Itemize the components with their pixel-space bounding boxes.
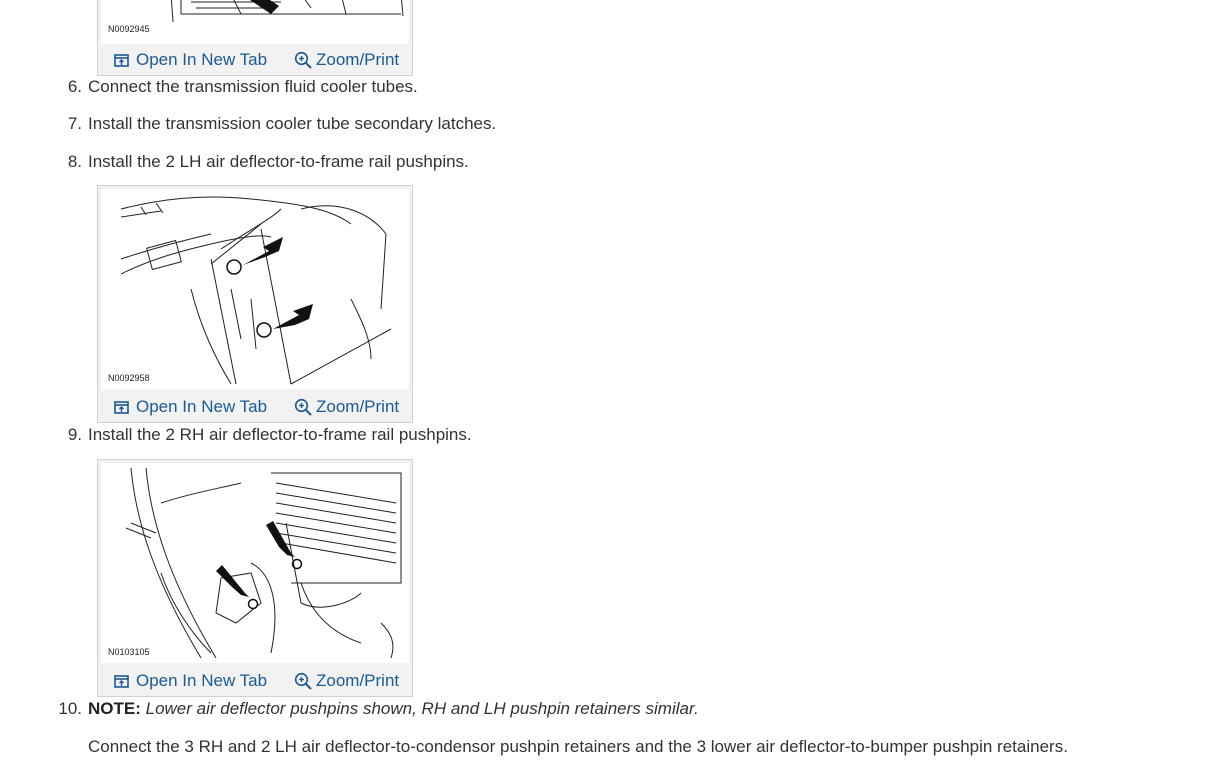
callout-arrow-icon <box>273 304 313 329</box>
step-text: Connect the transmission fluid cooler tubes. <box>88 77 418 96</box>
figure-links <box>98 666 412 696</box>
step-number: 7. <box>67 114 82 133</box>
open-in-new-tab-link[interactable] <box>114 50 267 70</box>
figure-id: N0092958 <box>108 373 150 383</box>
figure-illustration <box>101 463 409 663</box>
figure-id: N0092945 <box>108 24 150 34</box>
step-number: 8. <box>67 152 82 171</box>
open-in-new-tab-label: Open In New Tab <box>136 397 268 416</box>
step-text: Install the 2 RH air deflector-to-frame rail pushpins. <box>88 425 472 444</box>
step-number: 10. <box>58 699 82 718</box>
pushpin-marker <box>249 600 258 609</box>
open-in-new-tab-icon <box>114 53 130 68</box>
step-text: Install the transmission cooler tube secondary latches. <box>88 114 497 133</box>
figure-links <box>98 45 412 75</box>
open-in-new-tab-link[interactable] <box>114 397 267 417</box>
note-label: NOTE: <box>88 699 141 718</box>
figure-n0103105 <box>97 459 413 697</box>
illustration-drawing <box>101 463 409 663</box>
magnifier-plus-icon <box>294 398 313 417</box>
pushpin-marker <box>227 260 241 274</box>
figure-id: N0103105 <box>108 647 150 657</box>
figure-n0092945 <box>97 0 413 76</box>
open-in-new-tab-label: Open In New Tab <box>136 671 268 690</box>
step-text: Install the 2 LH air deflector-to-frame rail pushpins. <box>88 152 469 171</box>
illustration-drawing <box>101 0 409 44</box>
step-number: 9. <box>67 425 82 444</box>
callout-arrow-icon <box>266 521 295 557</box>
figure-illustration <box>101 0 409 44</box>
illustration-drawing <box>101 189 409 389</box>
step-note <box>88 699 699 719</box>
zoom-print-label: Zoom/Print <box>316 50 400 69</box>
open-in-new-tab-link[interactable] <box>114 671 267 691</box>
pushpin-marker <box>257 323 271 337</box>
step-text: Connect the 3 RH and 2 LH air deflector-to-condensor pushpin retainers and the 3 lower air deflector-to-bumper pushpin retainers. <box>88 737 1068 756</box>
figure-illustration <box>101 189 409 389</box>
zoom-print-link[interactable] <box>294 671 399 691</box>
zoom-print-link[interactable] <box>294 50 399 70</box>
magnifier-plus-icon <box>294 51 313 70</box>
zoom-print-link[interactable] <box>294 397 399 417</box>
open-in-new-tab-icon <box>114 674 130 689</box>
open-in-new-tab-label: Open In New Tab <box>136 50 268 69</box>
magnifier-plus-icon <box>294 672 313 691</box>
figure-links <box>98 392 412 422</box>
figure-n0092958 <box>97 185 413 423</box>
step-number: 6. <box>67 77 82 96</box>
open-in-new-tab-icon <box>114 400 130 415</box>
zoom-print-label: Zoom/Print <box>316 671 400 690</box>
note-text: Lower air deflector pushpins shown, RH and LH pushpin retainers similar. <box>145 699 699 718</box>
zoom-print-label: Zoom/Print <box>316 397 400 416</box>
